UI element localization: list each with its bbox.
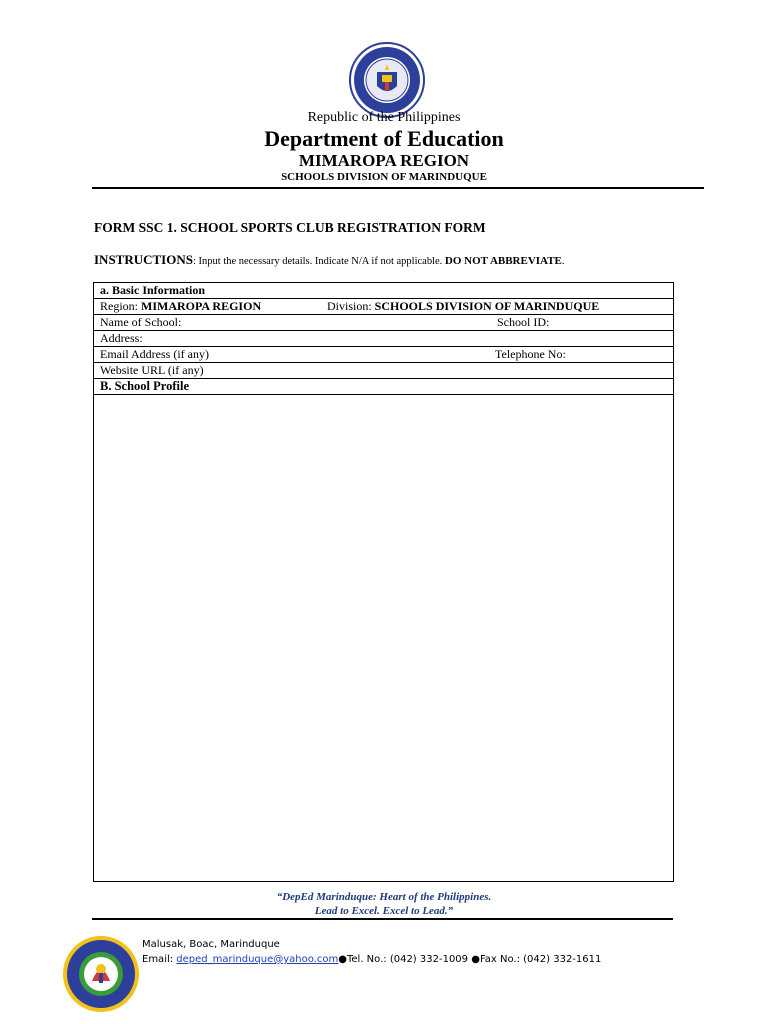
registration-form-table — [93, 282, 674, 882]
division-value: SCHOOLS DIVISION OF MARINDUQUE — [374, 299, 600, 313]
region-field[interactable] — [100, 299, 261, 314]
region-title: MIMAROPA REGION — [298, 151, 470, 170]
instructions-emphasis: DO NOT ABBREVIATE — [444, 255, 562, 267]
header-divider — [92, 187, 704, 189]
telephone-field[interactable]: Telephone No: — [495, 347, 566, 361]
instructions-text: : Input the necessary details. Indicate N/A if not applicable. — [192, 256, 445, 267]
division-title: SCHOOLS DIVISION OF MARINDUQUE — [281, 171, 487, 183]
region-label: Region: — [100, 299, 141, 313]
slogan-line-1: “DepEd Marinduque: Heart of the Philippines. — [276, 891, 492, 903]
email-field[interactable]: Email Address (if any) — [100, 347, 209, 361]
instructions-label: INSTRUCTIONS — [94, 252, 193, 267]
email-link[interactable]: deped_marinduque@yahoo.com — [176, 954, 339, 965]
contact-line — [142, 954, 601, 965]
division-label: Division: — [327, 299, 375, 313]
section-a-row — [94, 283, 673, 299]
section-b-row — [94, 379, 673, 395]
email-row — [94, 347, 673, 363]
division-seal-logo — [62, 935, 140, 1013]
form-title: FORM SSC 1. SCHOOL SPORTS CLUB REGISTRATION FORM — [94, 220, 486, 235]
address-field[interactable]: Address: — [100, 331, 143, 345]
region-value: MIMAROPA REGION — [141, 299, 262, 313]
school-id-field[interactable]: School ID: — [497, 315, 550, 329]
office-address: Malusak, Boac, Marinduque — [142, 939, 280, 950]
school-name-field[interactable]: Name of School: — [100, 315, 182, 329]
instructions — [94, 252, 565, 268]
department-title: Department of Education — [264, 126, 504, 151]
republic-line: Republic of the Philippines — [307, 110, 461, 125]
tel-fax-text: ●Tel. No.: (042) 332-1009 ●Fax No.: (042) 332-1611 — [338, 954, 602, 965]
website-row — [94, 363, 673, 379]
footer-divider — [92, 918, 673, 920]
website-field[interactable]: Website URL (if any) — [100, 363, 204, 377]
school-profile-area[interactable] — [94, 395, 673, 881]
section-a-heading: a. Basic Information — [100, 283, 205, 297]
division-field[interactable] — [327, 299, 599, 314]
school-name-row — [94, 315, 673, 331]
email-label: Email: — [142, 954, 177, 965]
slogan-line-2: Lead to Excel. Excel to Lead.” — [314, 905, 454, 917]
section-b-heading: B. School Profile — [100, 379, 190, 393]
deped-seal-logo — [349, 42, 425, 118]
instructions-end: . — [561, 256, 565, 267]
address-row — [94, 331, 673, 347]
region-division-row — [94, 299, 673, 315]
